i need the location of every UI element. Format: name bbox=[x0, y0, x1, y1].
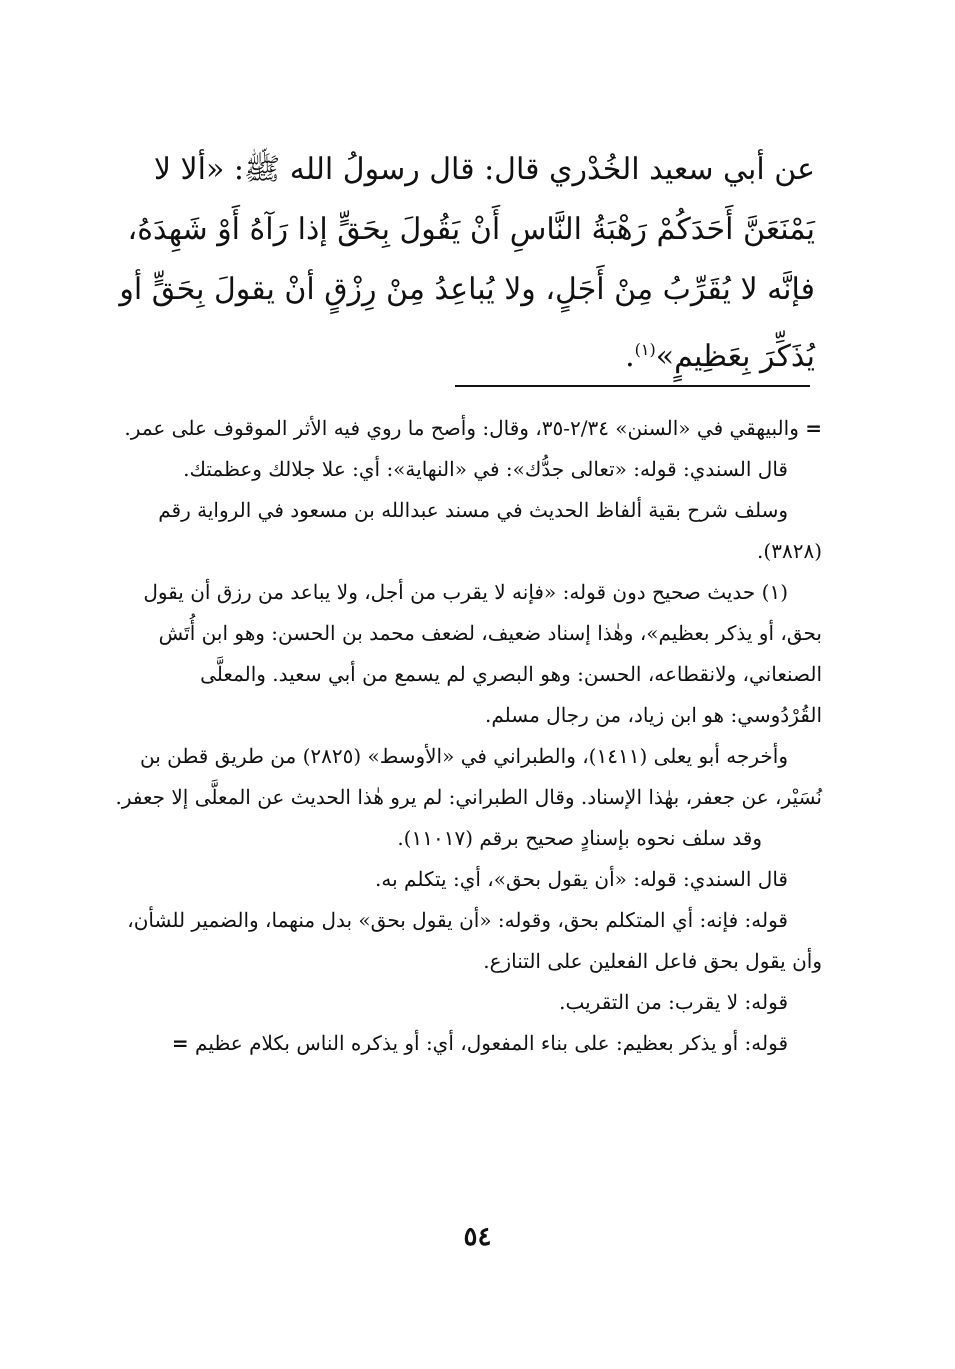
hadith-paragraph bbox=[95, 140, 815, 387]
footnote-1-line: وقد سلف نحوه بإسنادٍ صحيح برقم (١١٠١٧). bbox=[397, 826, 762, 850]
continuation-marker: = bbox=[805, 416, 822, 440]
hadith-text bbox=[95, 140, 815, 387]
continuation-note-line: قال السندي: قوله: «تعالى جدُّك»: في «النهاية»: أي: علا جلالك وعظمتك. bbox=[183, 457, 788, 481]
footnotes bbox=[110, 408, 822, 1064]
continuation-note-line: = والبيهقي في «السنن» ٢/٣٤-٣٥، وقال: وأصح ما روي فيه الأثر الموقوف على عمر. bbox=[124, 416, 822, 440]
footnote-reference: (١) bbox=[634, 340, 656, 359]
trailing-continuation-marker: = bbox=[171, 1031, 189, 1055]
footnote-1-line: قوله: لا يقرب: من التقريب. bbox=[559, 990, 788, 1014]
footnote-1-line: قال السندي: قوله: «أن يقول بحق»، أي: يتكلم به. bbox=[375, 867, 788, 891]
hadith-body: عن أبي سعيد الخُدْري قال: قال رسولُ الله ﷺ: «ألا لا يَمْنَعَنَّ أَحَدَكُمْ رَهْبَةُ النَّاسِ أَنْ يَقُولَ بِحَقٍّ إذا رَآهُ أَوْ شَهِدَهُ، فإنَّه لا يُقَرِّبُ مِنْ أَجَلٍ، ولا يُباعِدُ مِنْ رِزْقٍ أنْ يقولَ بِحَقٍّ أو يُذَكِّرَ بِعَظِيمٍ» bbox=[119, 152, 815, 374]
hadith-end: . bbox=[625, 339, 635, 374]
footnote-1-line: (١) حديث صحيح دون قوله: «فإنه لا يقرب من أجل، ولا يباعد من رزق أن يقول بحق، أو يذكر بعظيم»، وهٰذا إسناد ضعيف، لضعف محمد بن الحسن: وهو ابن أُتَش الصنعاني، ولانقطاعه، الحسن: وهو البصري لم يسمع من أبي سعيد. والمعلَّى القُرْدُوسي: هو ابن زياد، من رجال مسلم. bbox=[143, 580, 822, 727]
page-number: ٥٤ bbox=[463, 1222, 492, 1252]
continuation-note-line: وسلف شرح بقية ألفاظ الحديث في مسند عبدالله بن مسعود في الرواية رقم (٣٨٢٨). bbox=[158, 498, 822, 563]
footnote-1-line: قوله: أو يذكر بعظيم: على بناء المفعول، أي: أو يذكره الناس بكلام عظيم = bbox=[171, 1031, 788, 1055]
footnote-separator bbox=[455, 385, 810, 387]
footnote-1-line: وأخرجه أبو يعلى (١٤١١)، والطبراني في «الأوسط» (٢٨٢٥) من طريق قطن بن نُسَيْر، عن جعفر، بهٰذا الإسناد. وقال الطبراني: لم يرو هٰذا الحديث عن المعلَّى إلا جعفر. bbox=[115, 744, 822, 809]
footnote-1-line: قوله: فإنه: أي المتكلم بحق، وقوله: «أن يقول بحق» بدل منهما، والضمير للشأن، وأن يقول بحق فاعل الفعلين على التنازع. bbox=[127, 908, 822, 973]
